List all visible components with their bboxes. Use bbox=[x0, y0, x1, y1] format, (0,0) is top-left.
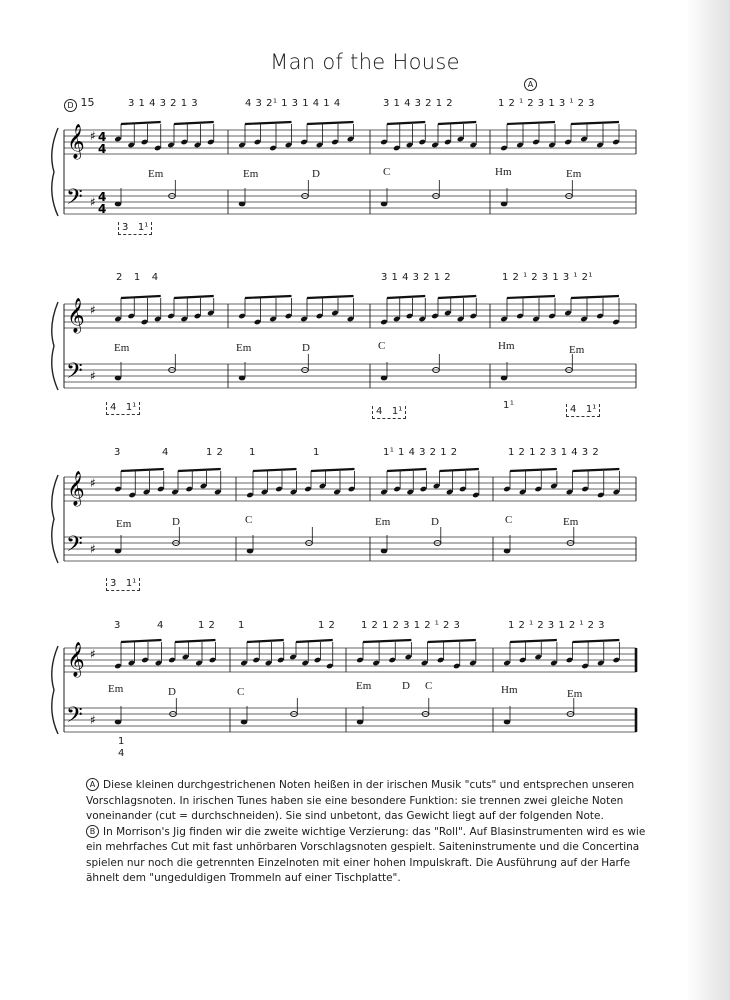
note-beam bbox=[121, 296, 161, 298]
chord-label: D bbox=[302, 342, 310, 354]
chord-label: C bbox=[505, 514, 513, 526]
key-sharp: ♯ bbox=[90, 303, 96, 317]
note-beam bbox=[438, 296, 476, 298]
chord-label: Em bbox=[356, 680, 372, 692]
note-beam bbox=[571, 296, 619, 298]
bass-note-head bbox=[381, 202, 388, 207]
circled-d-icon: D bbox=[64, 99, 77, 112]
time-sig-top: 4 bbox=[98, 130, 107, 144]
note-beam bbox=[387, 296, 425, 298]
note-beam bbox=[253, 469, 297, 471]
fingering-s1-m2: 4 3 2¹ 1 3 1 4 1 4 bbox=[245, 98, 341, 109]
bass-note-head bbox=[504, 549, 511, 554]
marker-a: A bbox=[524, 78, 537, 91]
fingering-s1-m3: 3 1 4 3 2 1 2 bbox=[383, 98, 454, 109]
chord-label: Em bbox=[116, 518, 132, 530]
fingering-s1-m4: 1 2 ¹ 2 3 1 3 ¹ 2 3 bbox=[498, 98, 596, 109]
note-beam bbox=[428, 640, 476, 642]
note-beam bbox=[307, 122, 354, 124]
chord-label: Em bbox=[566, 168, 582, 180]
chord-label: C bbox=[378, 340, 386, 352]
fingering-s3: 3 bbox=[114, 447, 121, 458]
fingering-s2-m1: 2 1 4 bbox=[116, 272, 159, 283]
note-beam bbox=[438, 122, 476, 124]
treble-clef: 𝄞 bbox=[67, 471, 85, 506]
note-beam bbox=[573, 640, 620, 642]
fingering-s3: 1 bbox=[249, 447, 256, 458]
footnote-text: Diese kleinen durchgestrichenen Noten heißen in der irischen Musik "cuts" und entsprechen unseren Vorschlagsnoten. In irischen Tunes haben sie eine besondere Funktion: sie trennen zwei gleiche Noten voneinander (cut = durchschneiden). Sie sind unbetont, das Gewicht liegt auf der folgenden Note. bbox=[86, 779, 635, 822]
time-sig-bottom: 4 bbox=[98, 202, 107, 216]
chord-label: Hm bbox=[501, 684, 518, 696]
note-beam bbox=[247, 640, 284, 642]
note-beam bbox=[307, 296, 354, 298]
chord-label: Em bbox=[375, 516, 391, 528]
note-beam bbox=[571, 122, 619, 124]
note-beam bbox=[510, 640, 557, 642]
bass-fingering-bracket: 4 1¹ bbox=[372, 406, 406, 419]
chord-label: Em bbox=[563, 516, 579, 528]
chord-label: C bbox=[245, 514, 253, 526]
bass-note-head bbox=[247, 549, 254, 554]
page-title: Man of the House bbox=[270, 50, 460, 74]
note-beam bbox=[245, 122, 292, 124]
bass-note-head bbox=[115, 202, 122, 207]
bass-fingering: 1¹ bbox=[503, 400, 515, 411]
bass-fingering-bracket: 4 1¹ bbox=[566, 404, 600, 417]
fingering-s4: 1 2 bbox=[318, 620, 336, 631]
circled-b-icon: B bbox=[86, 825, 99, 838]
key-sharp: ♯ bbox=[90, 713, 96, 727]
note-beam bbox=[507, 122, 555, 124]
note-beam bbox=[175, 640, 216, 642]
note-beam bbox=[440, 469, 479, 471]
circled-a-icon: A bbox=[86, 778, 99, 791]
system-brace bbox=[52, 475, 58, 563]
bass-fingering-bracket: 3 1¹ bbox=[106, 578, 140, 591]
chord-label: Em bbox=[114, 342, 130, 354]
key-sharp: ♯ bbox=[90, 476, 96, 490]
chord-label: C bbox=[425, 680, 433, 692]
note-beam bbox=[174, 122, 214, 124]
tune-number-text: 15 bbox=[80, 96, 95, 109]
bass-note-head bbox=[501, 376, 508, 381]
chord-label: Em bbox=[236, 342, 252, 354]
bass-note-head bbox=[115, 376, 122, 381]
note-beam bbox=[178, 469, 221, 471]
bass-note-head bbox=[357, 720, 364, 725]
chord-label: D bbox=[168, 686, 176, 698]
footnote-a bbox=[86, 778, 646, 825]
note-beam bbox=[573, 469, 620, 471]
note-beam bbox=[510, 469, 557, 471]
bass-note-head bbox=[504, 720, 511, 725]
chord-label: Em bbox=[148, 168, 164, 180]
fingering-s3: 1 bbox=[313, 447, 320, 458]
bass-clef: 𝄢 bbox=[66, 359, 83, 389]
note-beam bbox=[174, 296, 214, 298]
bass-fingering: 4 bbox=[118, 748, 125, 759]
footnotes bbox=[86, 778, 646, 887]
note-beam bbox=[363, 640, 411, 642]
fingering-s3: 1¹ 1 4 3 2 1 2 bbox=[383, 447, 458, 458]
chord-label: Hm bbox=[498, 340, 515, 352]
bass-fingering: 1 bbox=[118, 736, 125, 747]
fingering-s2-m3: 3 1 4 3 2 1 2 bbox=[381, 272, 452, 283]
treble-clef: 𝄞 bbox=[67, 298, 85, 333]
bass-note-head bbox=[501, 202, 508, 207]
bass-clef: 𝄢 bbox=[66, 185, 83, 215]
bass-note-head bbox=[381, 376, 388, 381]
fingering-s4: 1 2 1 2 3 1 2 ¹ 2 3 bbox=[361, 620, 461, 631]
key-sharp: ♯ bbox=[90, 647, 96, 661]
chord-label: C bbox=[383, 166, 391, 178]
fingering-s4: 1 2 bbox=[198, 620, 216, 631]
chord-label: C bbox=[237, 686, 245, 698]
fingering-s1-m1: 3 1 4 3 2 1 3 bbox=[128, 98, 199, 109]
bass-note-head bbox=[381, 549, 388, 554]
chord-label: D bbox=[312, 168, 320, 180]
fingering-s4: 1 bbox=[238, 620, 245, 631]
bass-note-head bbox=[115, 720, 122, 725]
fingering-s2-m4: 1 2 ¹ 2 3 1 3 ¹ 2¹ bbox=[502, 272, 593, 283]
bass-note-head bbox=[239, 202, 246, 207]
bass-note-head bbox=[115, 549, 122, 554]
fingering-s3: 4 bbox=[162, 447, 169, 458]
chord-label: Hm bbox=[495, 166, 512, 178]
note-beam bbox=[507, 296, 555, 298]
system-brace bbox=[52, 302, 58, 390]
fingering-s3: 1 2 bbox=[206, 447, 224, 458]
fingering-s4: 1 2 ¹ 2 3 1 2 ¹ 2 3 bbox=[508, 620, 606, 631]
bass-fingering-bracket: 4 1¹ bbox=[106, 402, 140, 415]
bass-note-head bbox=[239, 376, 246, 381]
note-beam bbox=[311, 469, 355, 471]
chord-label: Em bbox=[567, 688, 583, 700]
time-sig-top: 4 bbox=[98, 190, 107, 204]
key-sharp: ♯ bbox=[90, 195, 96, 209]
chord-label: Em bbox=[243, 168, 259, 180]
key-sharp: ♯ bbox=[90, 542, 96, 556]
fingering-s3: 1 2 1 2 3 1 4 3 2 bbox=[508, 447, 600, 458]
note-beam bbox=[296, 640, 333, 642]
chord-label: D bbox=[431, 516, 439, 528]
bass-note-head bbox=[241, 720, 248, 725]
key-sharp: ♯ bbox=[90, 129, 96, 143]
treble-clef: 𝄞 bbox=[67, 124, 85, 159]
system-brace bbox=[52, 646, 58, 734]
bass-clef: 𝄢 bbox=[66, 532, 83, 562]
fingering-s4: 4 bbox=[157, 620, 164, 631]
footnote-b bbox=[86, 825, 646, 887]
chord-label: D bbox=[402, 680, 410, 692]
treble-clef: 𝄞 bbox=[67, 642, 85, 677]
system-brace bbox=[52, 128, 58, 216]
note-beam bbox=[387, 469, 426, 471]
note-beam bbox=[387, 122, 425, 124]
note-beam bbox=[121, 469, 164, 471]
chord-label: D bbox=[172, 516, 180, 528]
bass-clef: 𝄢 bbox=[66, 703, 83, 733]
chord-label: Em bbox=[569, 344, 585, 356]
note-beam bbox=[121, 640, 162, 642]
chord-label: Em bbox=[108, 683, 124, 695]
footnote-text: In Morrison's Jig finden wir die zweite wichtige Verzierung: das "Roll". Auf Blasinstrumenten wird es wie ein mehrfaches Cut mit fast unhörbaren Vorschlagsnoten gespielt. Saiteninstrumente und die Concertina spielen nur noch die getrennten Einzelnoten mit einer hohen Impulskraft. Die Ausführung auf der Harfe ähnelt dem "ungeduldigen Trommeln auf einer Tischplatte". bbox=[86, 825, 646, 884]
time-sig-bottom: 4 bbox=[98, 142, 107, 156]
note-beam bbox=[121, 122, 161, 124]
note-beam bbox=[245, 296, 292, 298]
bass-fingering-bracket: 3 1¹ bbox=[118, 222, 152, 235]
key-sharp: ♯ bbox=[90, 369, 96, 383]
fingering-s4: 3 bbox=[114, 620, 121, 631]
